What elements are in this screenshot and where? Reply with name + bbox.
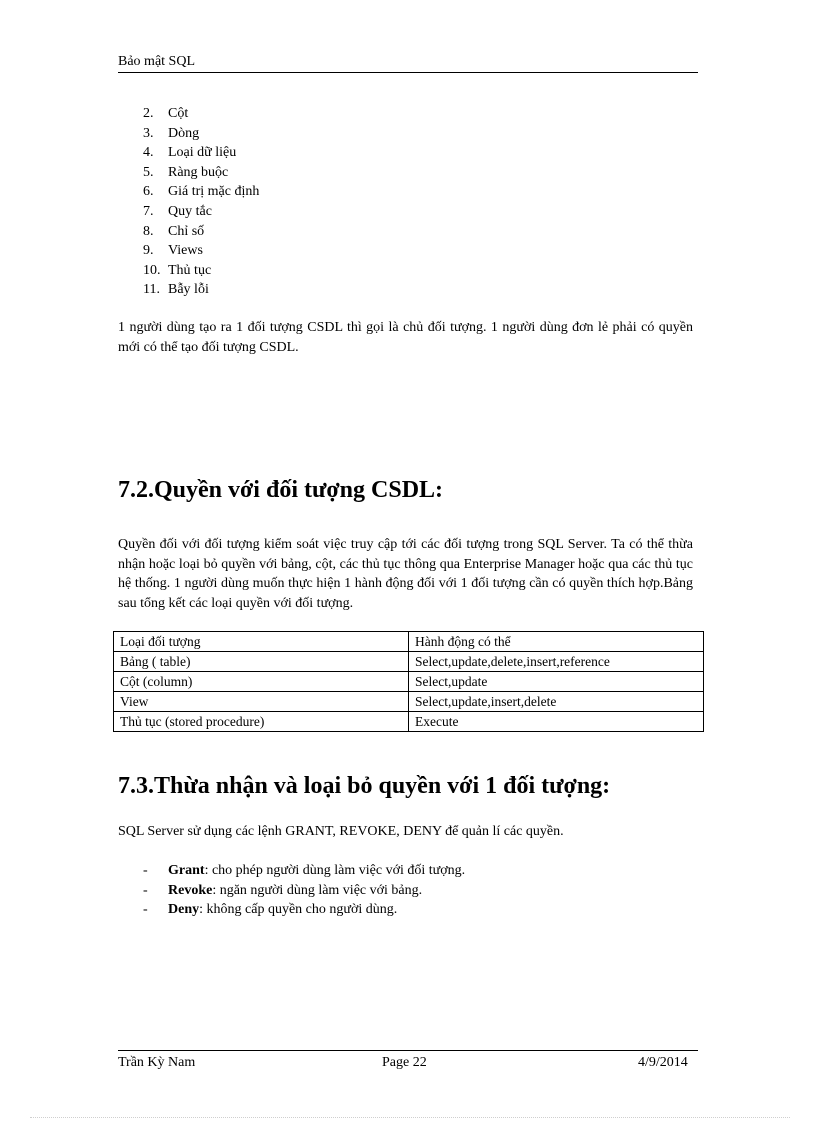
list-item — [143, 163, 259, 183]
table-row — [114, 652, 704, 672]
list-item — [143, 182, 259, 202]
table-cell: Select,update,insert,delete — [409, 692, 704, 712]
list-number: 6. — [143, 184, 154, 200]
header-divider — [118, 72, 698, 73]
list-label: Quy tắc — [168, 203, 212, 219]
command-list — [143, 861, 465, 920]
permissions-table — [113, 631, 704, 732]
bullet-text: : cho phép người dùng làm việc với đối tượng. — [204, 863, 466, 878]
list-label: Dòng — [168, 125, 200, 141]
list-number: 2. — [143, 106, 154, 121]
list-item — [143, 241, 259, 261]
list-item — [143, 124, 259, 144]
list-item — [143, 900, 465, 920]
footer-divider — [118, 1050, 698, 1051]
table-cell: Cột (column) — [114, 672, 409, 692]
list-number: 8. — [143, 223, 154, 239]
list-number: 3. — [143, 125, 154, 141]
bullet-text: : ngăn người dùng làm việc với bảng. — [212, 882, 423, 898]
table-cell: View — [114, 692, 409, 712]
section-7-2-heading: 7.2.Quyền với đối tượng CSDL: — [118, 477, 444, 503]
list-number: 5. — [143, 164, 154, 180]
footer-author: Trần Kỳ Nam — [118, 1055, 196, 1070]
list-number: 11. — [143, 282, 160, 298]
list-item — [143, 861, 465, 881]
list-number: 7. — [143, 203, 154, 219]
table-cell: Loại đối tượng — [114, 632, 409, 652]
bullet-dash: - — [143, 882, 148, 898]
list-item — [143, 143, 259, 163]
numbered-list — [143, 104, 259, 300]
footer-date: 4/9/2014 — [638, 1055, 688, 1070]
section-7-2-paragraph: Quyền đối với đối tượng kiểm soát việc truy cập tới các đối tượng trong SQL Server. Ta có thể thừa nhận hoặc loại bỏ quyền với bảng, cột, các thủ tục thông qua Enterprise Manager hoặc qua các thủ tục hệ thống. 1 người dùng muốn thực hiện 1 hành động đối với 1 đối tượng cần có quyền thích hợp.Bảng sau tổng kết các loại quyền với đối tượng. — [118, 537, 693, 611]
owner-paragraph: 1 người dùng tạo ra 1 đối tượng CSDL thì gọi là chủ đối tượng. 1 người dùng đơn lẻ phải có quyền mới có thể tạo đối tượng CSDL. — [118, 320, 693, 355]
header-title: Bảo mật SQL — [118, 54, 195, 69]
footer-page-number: Page 22 — [382, 1055, 427, 1070]
list-label: Chỉ số — [168, 223, 205, 239]
list-label: Bẫy lỗi — [168, 282, 209, 298]
table-row — [114, 712, 704, 732]
table-cell: Select,update,delete,insert,reference — [409, 652, 704, 672]
table-row — [114, 632, 704, 652]
table-cell: Bảng ( table) — [114, 652, 409, 672]
list-label: Cột — [168, 106, 189, 121]
table-cell: Thủ tục (stored procedure) — [114, 712, 409, 732]
table-cell: Select,update — [409, 672, 704, 692]
table-row — [114, 692, 704, 712]
bullet-term: Revoke — [168, 882, 213, 898]
bullet-dash: - — [143, 902, 148, 917]
table-cell: Hành động có thể — [409, 632, 704, 652]
list-item — [143, 104, 259, 124]
list-item — [143, 222, 259, 242]
list-label: Views — [168, 243, 203, 259]
list-item — [143, 202, 259, 222]
list-label: Giá trị mặc định — [168, 184, 260, 200]
section-7-3-heading: 7.3.Thừa nhận và loại bỏ quyền với 1 đối tượng: — [118, 773, 611, 799]
table-cell: Execute — [409, 712, 704, 732]
list-item — [143, 261, 259, 281]
list-item — [143, 280, 259, 300]
bullet-dash: - — [143, 863, 148, 878]
list-item — [143, 881, 465, 901]
bullet-term: Deny — [168, 902, 200, 917]
section-7-3-paragraph: SQL Server sử dụng các lệnh GRANT, REVOKE, DENY để quản lí các quyền. — [118, 824, 564, 839]
list-label: Loại dữ liệu — [168, 145, 237, 161]
list-number: 9. — [143, 243, 154, 259]
bullet-term: Grant — [168, 863, 205, 878]
table-row — [114, 672, 704, 692]
list-number: 4. — [143, 145, 154, 161]
page-bottom-border — [30, 1117, 790, 1118]
list-label: Thủ tục — [168, 262, 212, 278]
bullet-text: : không cấp quyền cho người dùng. — [199, 902, 398, 917]
list-number: 10. — [143, 262, 161, 278]
list-label: Ràng buộc — [168, 164, 229, 180]
